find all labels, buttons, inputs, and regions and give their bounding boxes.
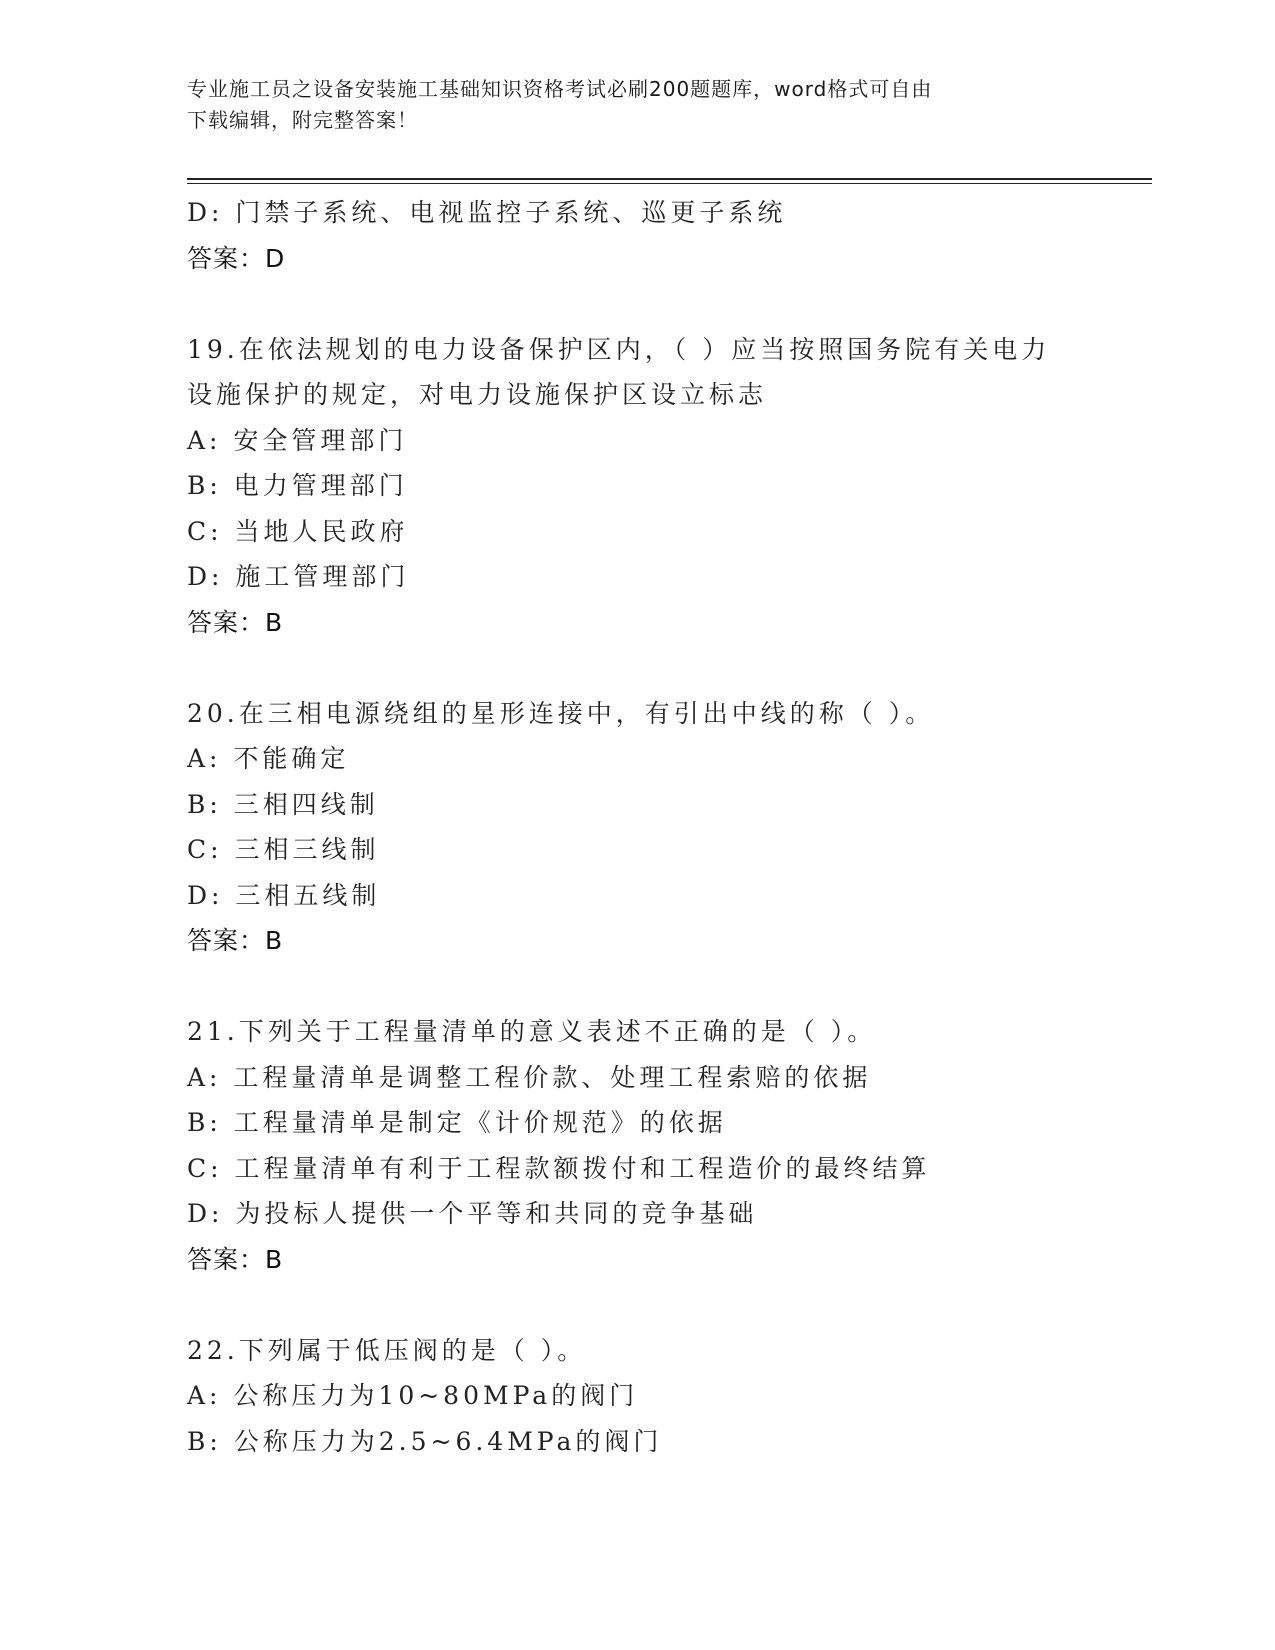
q21-stem: 21.下列关于工程量清单的意义表述不正确的是（ ）。	[187, 1017, 877, 1046]
q21-option-d: D: 为投标人提供一个平等和共同的竞争基础	[187, 1199, 758, 1228]
q19-option-d: D: 施工管理部门	[187, 562, 410, 591]
q22-option-a: A: 公称压力为10~80MPa的阀门	[187, 1381, 639, 1410]
q19-answer: 答案：B	[187, 607, 284, 637]
question-21	[187, 1009, 1147, 1282]
header-line-1: 专业施工员之设备安装施工基础知识资格考试必刷200题题库，word格式可自由	[187, 77, 933, 101]
q20-stem: 20.在三相电源绕组的星形连接中，有引出中线的称（ ）。	[187, 698, 935, 728]
q20-option-a: A: 不能确定	[187, 744, 350, 773]
header-line-2: 下载编辑，附完整答案！	[187, 108, 418, 132]
spacer	[187, 1282, 1147, 1328]
q20-option-c: C: 三相三线制	[187, 835, 380, 864]
prev-answer: 答案：D	[187, 243, 286, 273]
spacer	[187, 281, 1147, 327]
question-19	[187, 327, 1147, 646]
prev-option-d: D: 门禁子系统、电视监控子系统、巡更子系统	[187, 198, 787, 227]
question-22	[187, 1328, 1147, 1465]
q20-answer: 答案：B	[187, 926, 284, 955]
q21-answer: 答案：B	[187, 1244, 284, 1274]
spacer	[187, 964, 1147, 1010]
q21-option-b: B: 工程量清单是制定《计价规范》的依据	[187, 1108, 727, 1137]
q20-option-d: D: 三相五线制	[187, 880, 381, 910]
q19-option-a: A: 安全管理部门	[187, 425, 408, 455]
q21-option-c: C: 工程量清单有利于工程款额拨付和工程造价的最终结算	[187, 1153, 931, 1183]
q19-stem-line-1: 19.在依法规划的电力设备保护区内，（ ）应当按照国务院有关电力	[187, 334, 1051, 364]
header-divider-thin	[187, 183, 1152, 184]
question-list	[187, 190, 1147, 1464]
header-divider-thick	[187, 178, 1152, 180]
spacer	[187, 645, 1147, 691]
question-20	[187, 691, 1147, 964]
q19-option-b: B: 电力管理部门	[187, 471, 408, 500]
q22-stem: 22.下列属于低压阀的是（ ）。	[187, 1335, 587, 1365]
q19-stem-line-2: 设施保护的规定，对电力设施保护区设立标志	[187, 380, 768, 409]
q19-option-c: C: 当地人民政府	[187, 516, 409, 546]
q21-option-a: A: 工程量清单是调整工程价款、处理工程索赔的依据	[187, 1062, 872, 1092]
q20-option-b: B: 三相四线制	[187, 789, 379, 819]
q22-option-b: B: 公称压力为2.5~6.4MPa的阀门	[187, 1426, 663, 1456]
document-header	[187, 74, 1067, 136]
